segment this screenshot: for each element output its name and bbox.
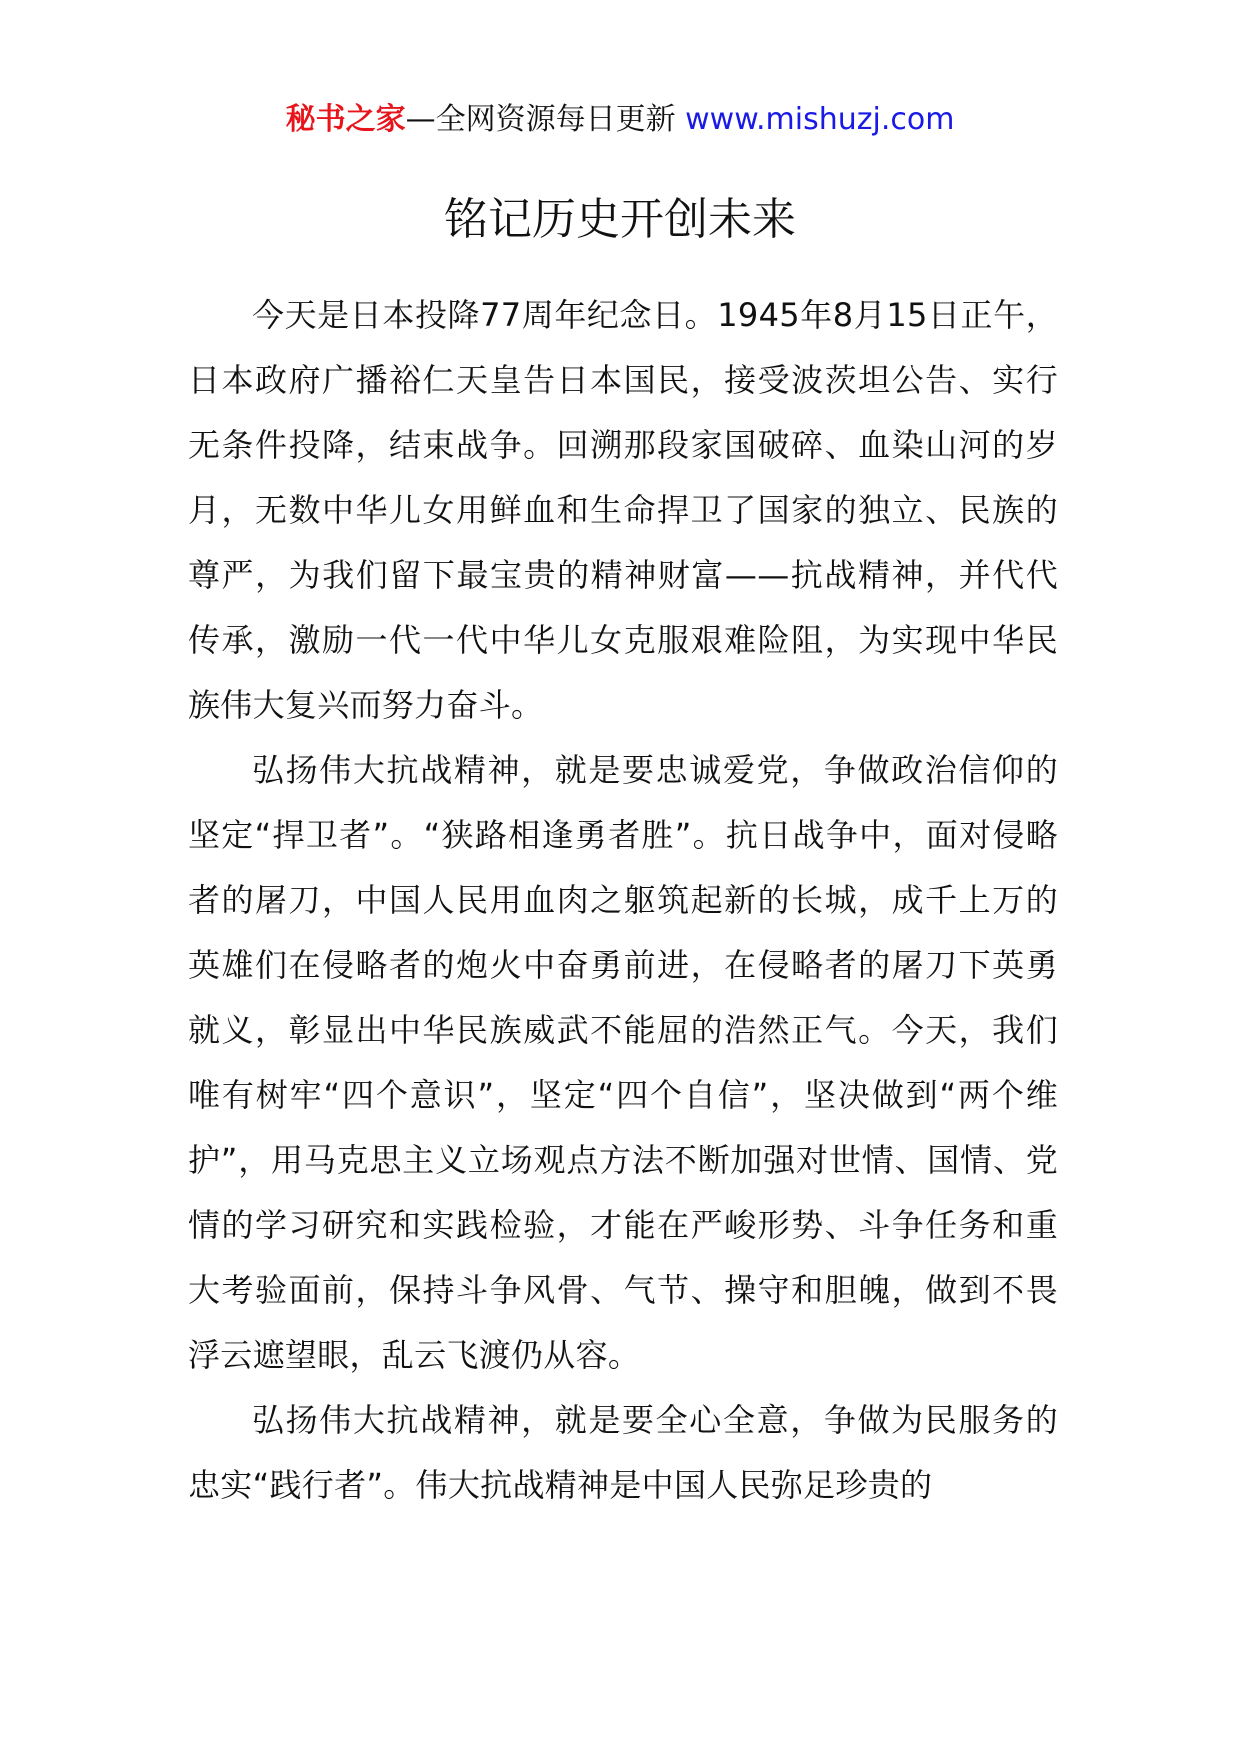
site-slogan: —全网资源每日更新	[405, 102, 676, 137]
document-title: 铭记历史开创未来	[444, 194, 796, 245]
paragraph-1: 今天是日本投降77周年纪念日。1945年8月15日正午，日本政府广播裕仁天皇告日本国民，接受波茨坦公告、实行无条件投降，结束战争。回溯那段家国破碎、血染山河的岁月，无数中华儿女用鲜血和生命捍卫了国家的独立、民族的尊严，为我们留下最宝贵的精神财富——抗战精神，并代代传承，激励一代一代中华儿女克服艰难险阻，为实现中华民族伟大复兴而努力奋斗。	[188, 296, 1058, 724]
paragraph-2: 弘扬伟大抗战精神，就是要忠诚爱党，争做政治信仰的坚定“捍卫者”。“狭路相逢勇者胜”。抗日战争中，面对侵略者的屠刀，中国人民用血肉之躯筑起新的长城，成千上万的英雄们在侵略者的炮火中奋勇前进，在侵略者的屠刀下英勇就义，彰显出中华民族威武不能屈的浩然正气。今天，我们唯有树牢“四个意识”，坚定“四个自信”，坚决做到“两个维护”，用马克思主义立场观点方法不断加强对世情、国情、党情的学习研究和实践检验，才能在严峻形势、斗争任务和重大考验面前，保持斗争风骨、气节、操守和胆魄，做到不畏浮云遮望眼，乱云飞渡仍从容。	[188, 751, 1058, 1374]
site-url-link[interactable]: www.mishuzj.com	[685, 102, 955, 137]
site-brand: 秘书之家	[285, 102, 406, 137]
paragraph-3: 弘扬伟大抗战精神，就是要全心全意，争做为民服务的忠实“践行者”。伟大抗战精神是中国人民弥足珍贵的	[188, 1401, 1058, 1504]
site-header	[0, 100, 1240, 140]
document-body	[188, 283, 1058, 1518]
